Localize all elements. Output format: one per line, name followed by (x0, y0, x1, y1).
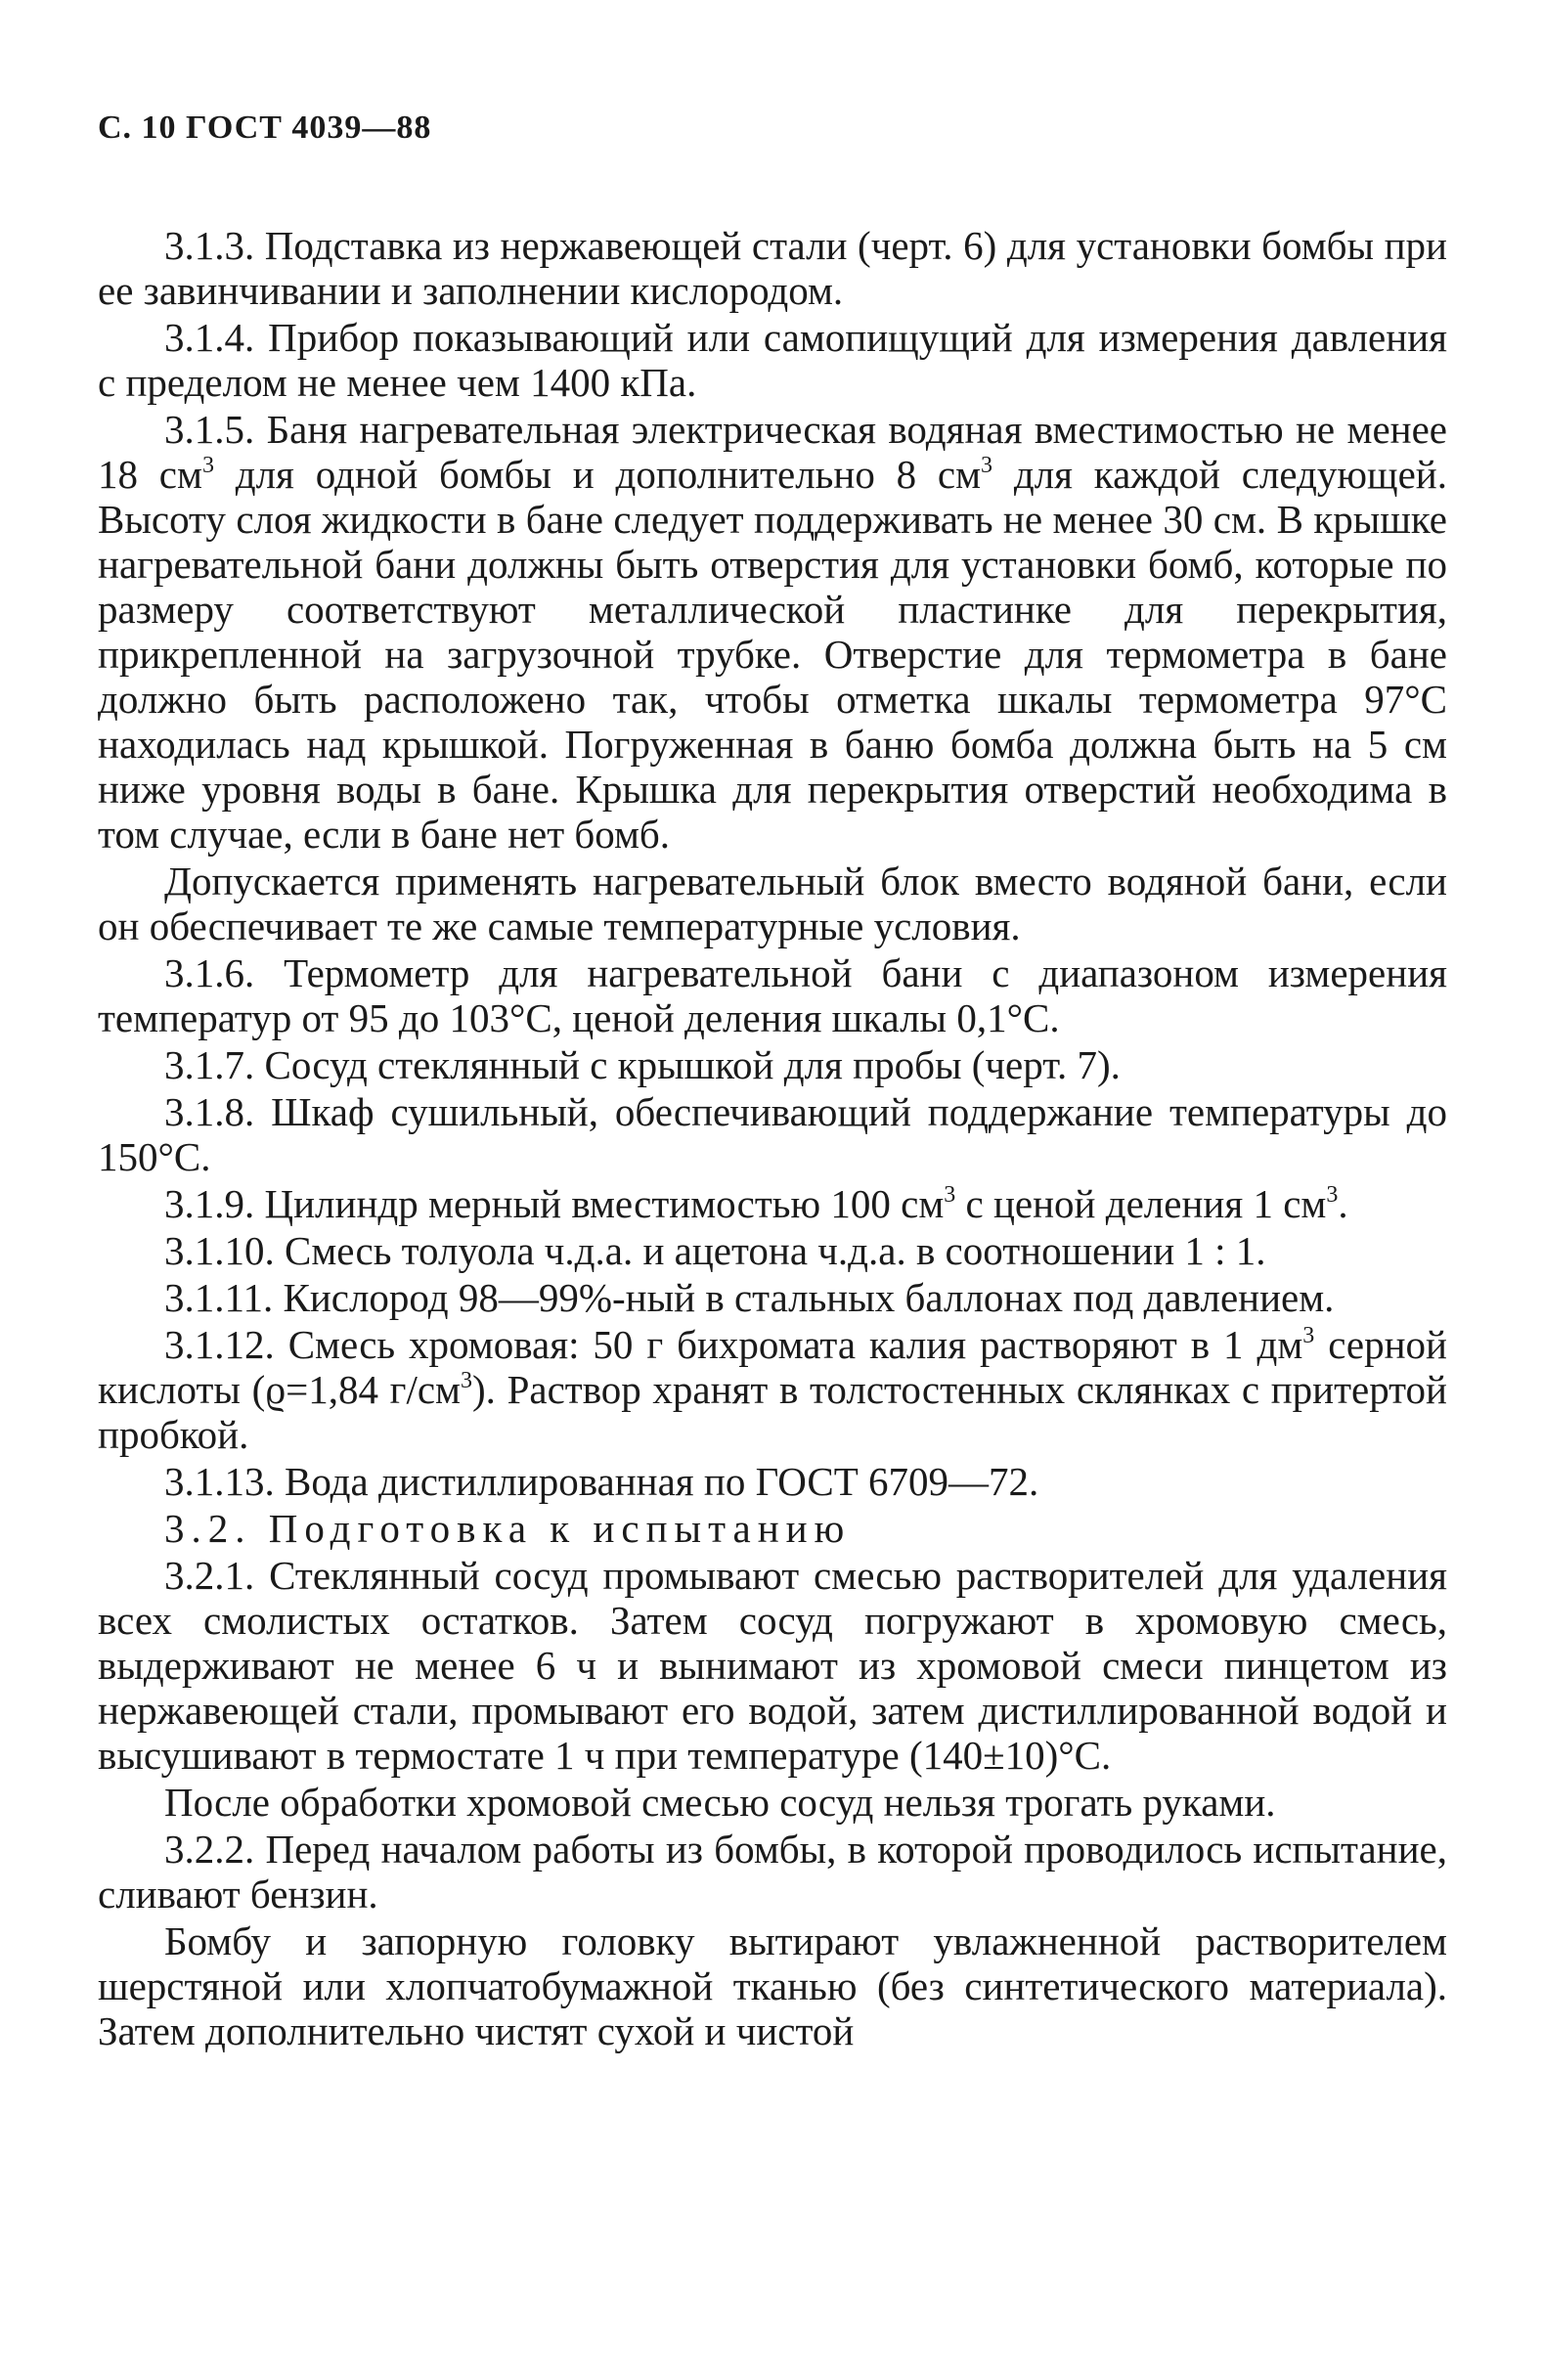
paragraph-chrome-warning: После обработки хромовой смесью сосуд нельзя трогать руками. (164, 1780, 1276, 1825)
page-header: С. 10 ГОСТ 4039—88 (98, 110, 432, 146)
text-run: для одной бомбы и дополнительно 8 см (213, 452, 982, 497)
paragraph-3-1-13: 3.1.13. Вода дистиллированная по ГОСТ 6709—72. (164, 1459, 1039, 1504)
text-run: 3.1.12. Смесь хромовая: 50 г бихромата калия растворяют в 1 дм (164, 1322, 1303, 1367)
paragraph-3-2-2: 3.2.2. Перед началом работы из бомбы, в которой проводилось испытание, сливают бензин. (98, 1827, 1447, 1917)
text-run: серной кислоты (ϱ=1,84 г/см (98, 1322, 1447, 1412)
section-heading-3-2: 3.2. Подготовка к испытанию (164, 1506, 852, 1551)
paragraph-3-1-3: 3.1.3. Подставка из нержавеющей стали (черт. 6) для установки бомбы при ее завинчивании и заполнении кислородом. (98, 223, 1447, 313)
text-run: с ценой деления 1 см (955, 1181, 1327, 1226)
text-run: для каждой следующей. Высоту слоя жидкости в бане следует поддерживать не менее 30 см. В крышке нагревательной бани должны быть отверстия для установки бомб, которые по размеру соответствуют металлической пластинке для перекрытия, прикрепленной на загрузочной трубке. Отверстие для термометра в бане должно быть расположено так, чтобы отметка шкалы термометра 97°С находилась над крышкой. Погруженная в баню бомба должна быть на 5 см ниже уровня воды в бане. Крышка для перекрытия отверстий необходима в том случае, если в бане нет бомб. (98, 452, 1447, 857)
paragraph-bomb-cleaning: Бомбу и запорную головку вытирают увлажненной растворителем шерстяной или хлопчатобумажной тканью (без синтетического материала). Затем дополнительно чистят сухой и чистой (98, 1918, 1447, 2053)
superscript: 3 (981, 453, 993, 478)
superscript: 3 (461, 1368, 473, 1393)
text-run: 3.1.5. Баня нагревательная электрическая водяная вместимостью не менее 18 см (98, 407, 1447, 497)
page-content (98, 110, 1447, 2053)
text-run: . (1338, 1181, 1348, 1226)
paragraph-3-1-12 (98, 1322, 1447, 1457)
text-run: ). Раствор хранят в толстостенных склянках с притертой пробкой. (98, 1367, 1447, 1457)
superscript: 3 (1326, 1182, 1339, 1208)
paragraph-3-1-8: 3.1.8. Шкаф сушильный, обеспечивающий поддержание температуры до 150°С. (98, 1089, 1447, 1179)
paragraph-heating-block: Допускается применять нагревательный блок вместо водяной бани, если он обеспечивает те же самые температурные условия. (98, 859, 1447, 948)
paragraph-3-1-5 (98, 407, 1447, 857)
superscript: 3 (201, 453, 214, 478)
paragraph-3-1-10: 3.1.10. Смесь толуола ч.д.а. и ацетона ч.д.а. в соотношении 1 : 1. (164, 1228, 1266, 1273)
superscript: 3 (944, 1182, 956, 1208)
paragraph-3-1-7: 3.1.7. Сосуд стеклянный с крышкой для пробы (черт. 7). (164, 1042, 1121, 1087)
paragraph-3-1-4: 3.1.4. Прибор показывающий или самопищущий для измерения давления с пределом не менее чем 1400 кПа. (98, 315, 1447, 405)
paragraph-3-2-1: 3.2.1. Стеклянный сосуд промывают смесью растворителей для удаления всех смолистых остатков. Затем сосуд погружают в хромовую смесь, выдерживают не менее 6 ч и вынимают из хромовой смеси пинцетом из нержавеющей стали, промывают его водой, затем дистиллированной водой и высушивают в термостате 1 ч при температуре (140±10)°С. (98, 1553, 1447, 1778)
paragraph-3-1-11: 3.1.11. Кислород 98—99%-ный в стальных баллонах под давлением. (164, 1275, 1335, 1320)
superscript: 3 (1302, 1323, 1315, 1348)
document-body (98, 223, 1447, 2053)
paragraph-3-1-6: 3.1.6. Термометр для нагревательной бани с диапазоном измерения температур от 95 до 103°С, ценой деления шкалы 0,1°С. (98, 950, 1447, 1040)
paragraph-3-1-9 (98, 1181, 1447, 1226)
text-run: 3.1.9. Цилиндр мерный вместимостью 100 см (164, 1181, 945, 1226)
